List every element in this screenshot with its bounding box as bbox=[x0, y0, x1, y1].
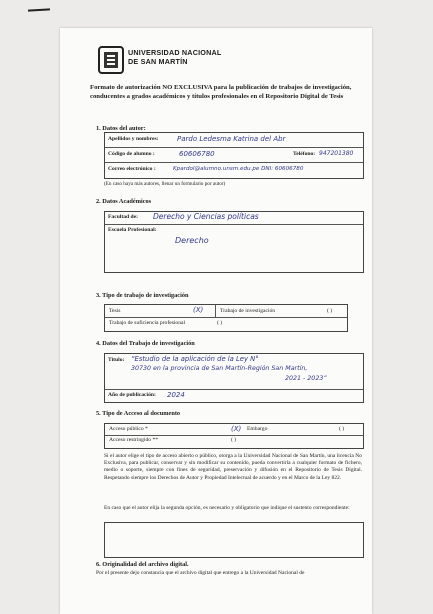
code-label: Código de alumno : bbox=[108, 151, 155, 157]
investigation-label: Trabajo de investigación bbox=[220, 308, 276, 314]
university-name-line1: UNIVERSIDAD NACIONAL bbox=[128, 48, 222, 57]
public-access-label: Acceso público * bbox=[109, 426, 148, 432]
restricted-access-checkbox[interactable]: ( ) bbox=[231, 437, 237, 443]
research-title-label: Titulo: bbox=[108, 357, 125, 363]
faculty-value: Derecho y Ciencias políticas bbox=[153, 212, 259, 221]
school-label: Escuela Profesional: bbox=[108, 227, 157, 233]
phone-label: Teléfono: bbox=[293, 151, 316, 157]
authors-note: (En caso haya más autores, llenar un formulario por autor) bbox=[104, 181, 226, 187]
section4-title: 4. Datos del Trabajo de investigación bbox=[96, 340, 195, 347]
embargo-checkbox[interactable]: ( ) bbox=[339, 426, 345, 432]
faculty-label: Facultad de: bbox=[108, 214, 138, 220]
second-option-paragraph: En caso que el autor elija la segunda opción, es necesario y obligatorio que indique el sustento correspondiente: bbox=[104, 505, 350, 511]
section3-title: 3. Tipo de trabajo de investigación bbox=[96, 292, 189, 299]
code-value: 60606780 bbox=[179, 150, 215, 158]
academic-data-box bbox=[104, 211, 364, 273]
email-value: Kpardol@alumno.unsm.edu.pe DNI: 60606780 bbox=[173, 166, 304, 172]
publication-year-label: Año de publicación: bbox=[108, 392, 156, 398]
section6-title: 6. Originalidad del archivo digital. bbox=[96, 561, 189, 568]
access-type-box bbox=[104, 423, 364, 449]
work-type-box bbox=[104, 304, 348, 332]
research-title-line2: 30730 en la provincia de San Martín-Región San Martín, bbox=[131, 365, 308, 372]
school-value: Derecho bbox=[175, 236, 209, 245]
license-paragraph: Si el autor elige el tipo de acceso abierto o público, otorga a la Universidad Nacional de San Martín, una licencia No Exclusiva, para publicar, conservar y sin modificar su contenido, pueda convertirla a cualquier formato de fichero, medio o soporte, siempre con fines de seguridad, preservación y difusión en el Repositorio de Tesis Digital. Respetando siempre los Derechos de Autor y Propiedad Intelectual de acuerdo y en el Marco de la Ley 822. bbox=[104, 453, 362, 481]
document-page bbox=[60, 28, 372, 614]
thesis-checkbox[interactable]: (X) bbox=[193, 306, 204, 314]
investigation-checkbox[interactable]: ( ) bbox=[327, 308, 333, 314]
sufficiency-checkbox[interactable]: ( ) bbox=[217, 320, 223, 326]
section2-title: 2. Datos Académicos bbox=[96, 198, 152, 205]
research-title-line3: 2021 - 2023” bbox=[285, 375, 327, 382]
publication-year-value: 2024 bbox=[167, 391, 185, 399]
university-name-line2: DE SAN MARTÍN bbox=[128, 56, 188, 66]
university-logo-icon bbox=[98, 46, 124, 74]
form-intro-heading: Formato de autorización NO EXCLUSIVA para la publicación de trabajos de investigación, conducentes a grados académicos y títulos profesionales en el Repositorio Digital de Tesis bbox=[90, 84, 352, 100]
justification-box[interactable] bbox=[104, 522, 364, 558]
originality-text: Por el presente dejo constancia que el archivo digital que entrego a la Universidad Nacional de bbox=[96, 570, 305, 576]
research-title-line1: “Estudio de la aplicación de la Ley N° bbox=[131, 355, 259, 363]
phone-value: 947201380 bbox=[319, 150, 354, 157]
embargo-label: Embargo bbox=[247, 426, 268, 432]
section1-title: 1. Datos del autor: bbox=[96, 125, 146, 132]
public-access-checkbox[interactable]: (X) bbox=[231, 425, 242, 433]
author-data-box bbox=[104, 132, 364, 179]
university-name bbox=[128, 49, 221, 66]
restricted-access-label: Acceso restringido ** bbox=[109, 437, 159, 443]
surnames-value: Pardo Ledesma Katrina del Abr bbox=[177, 135, 286, 143]
thesis-label: Tesis bbox=[109, 308, 121, 314]
section5-title: 5. Tipo de Acceso al documento bbox=[96, 410, 181, 417]
surnames-label: Apellidos y nombres: bbox=[108, 136, 159, 142]
stray-mark bbox=[28, 8, 50, 11]
research-data-box bbox=[104, 353, 364, 403]
email-label: Correo electrónico : bbox=[108, 166, 156, 172]
sufficiency-label: Trabajo de suficiencia profesional bbox=[109, 320, 186, 326]
